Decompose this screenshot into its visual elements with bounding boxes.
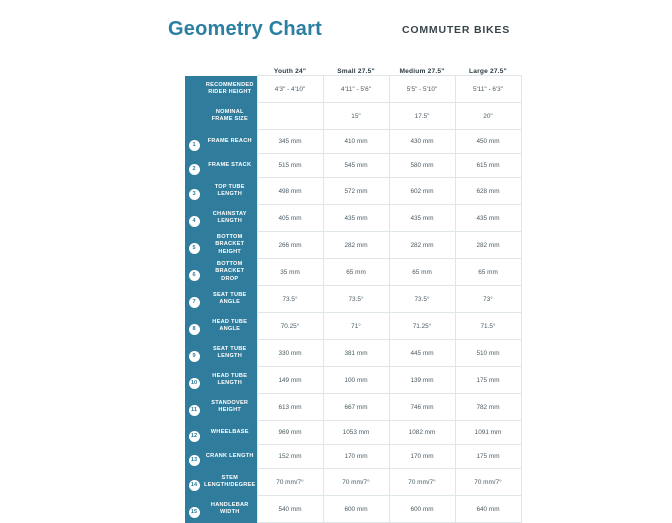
row-number-cell — [185, 286, 203, 313]
row-number-cell — [185, 340, 203, 367]
table-cell: 170 mm — [389, 445, 455, 469]
table-cell: 73.5° — [389, 286, 455, 313]
table-cell: 65 mm — [389, 259, 455, 286]
header-label-blank — [203, 57, 257, 76]
table-cell: 969 mm — [257, 421, 323, 445]
table-cell: 17.5" — [389, 103, 455, 130]
row-number-badge: 6 — [189, 270, 200, 281]
row-number-cell — [185, 205, 203, 232]
table-row — [185, 421, 521, 445]
table-row — [185, 469, 521, 496]
table-row — [185, 259, 521, 286]
table-cell: 65 mm — [455, 259, 521, 286]
row-label-cell: FRAME STACK — [203, 154, 257, 178]
table-cell: 1091 mm — [455, 421, 521, 445]
row-number-badge: 1 — [189, 140, 200, 151]
row-label-cell: CHAINSTAY LENGTH — [203, 205, 257, 232]
row-number-badge: 8 — [189, 324, 200, 335]
table-row — [185, 394, 521, 421]
table-row — [185, 445, 521, 469]
row-number-badge: 11 — [189, 405, 200, 416]
table-cell: 65 mm — [323, 259, 389, 286]
table-cell: 71.25° — [389, 313, 455, 340]
row-number-badge: 15 — [189, 507, 200, 518]
table-row — [185, 340, 521, 367]
row-number-badge: 3 — [189, 189, 200, 200]
row-label-cell: TOP TUBE LENGTH — [203, 178, 257, 205]
table-cell: 71.5° — [455, 313, 521, 340]
table-cell: 345 mm — [257, 130, 323, 154]
table-cell: 282 mm — [323, 232, 389, 259]
table-cell: 70 mm/7° — [257, 469, 323, 496]
row-number-badge: 4 — [189, 216, 200, 227]
row-number-badge: 14 — [189, 480, 200, 491]
row-label-cell: STEM LENGTH/DEGREE — [203, 469, 257, 496]
table-cell: 381 mm — [323, 340, 389, 367]
table-cell: 410 mm — [323, 130, 389, 154]
table-cell: 71° — [323, 313, 389, 340]
table-cell: 73° — [455, 286, 521, 313]
table-cell: 667 mm — [323, 394, 389, 421]
table-cell: 600 mm — [389, 496, 455, 523]
table-cell: 282 mm — [455, 232, 521, 259]
table-row — [185, 154, 521, 178]
row-label-cell: HEAD TUBE ANGLE — [203, 313, 257, 340]
table-cell — [257, 103, 323, 130]
geometry-table-wrapper — [185, 57, 521, 523]
table-cell: 149 mm — [257, 367, 323, 394]
row-label-cell: FRAME REACH — [203, 130, 257, 154]
table-cell: 73.5° — [323, 286, 389, 313]
row-number-cell — [185, 130, 203, 154]
row-number-cell — [185, 445, 203, 469]
column-header-youth-24: Youth 24" — [273, 68, 307, 75]
row-number-cell — [185, 313, 203, 340]
row-label-cell: HANDLEBAR WIDTH — [203, 496, 257, 523]
table-row — [185, 496, 521, 523]
row-number-badge: 13 — [189, 455, 200, 466]
table-cell: 70 mm/7° — [323, 469, 389, 496]
page-title: Geometry Chart — [168, 18, 322, 40]
table-cell: 540 mm — [257, 496, 323, 523]
table-cell: 640 mm — [455, 496, 521, 523]
table-cell: 175 mm — [455, 445, 521, 469]
row-number-cell — [185, 367, 203, 394]
row-number-cell — [185, 76, 203, 103]
table-cell: 70 mm/7° — [389, 469, 455, 496]
table-cell: 572 mm — [323, 178, 389, 205]
table-cell: 4'11" - 5'6" — [323, 76, 389, 103]
row-label-cell: BOTTOM BRACKET DROP — [203, 259, 257, 286]
row-label-cell: CRANK LENGTH — [203, 445, 257, 469]
page-subtitle: COMMUTER BIKES — [402, 24, 511, 36]
table-cell: 435 mm — [389, 205, 455, 232]
table-cell: 430 mm — [389, 130, 455, 154]
row-number-cell — [185, 103, 203, 130]
table-cell: 15" — [323, 103, 389, 130]
table-cell: 435 mm — [455, 205, 521, 232]
row-number-cell — [185, 394, 203, 421]
table-cell: 20" — [455, 103, 521, 130]
row-label-cell: SEAT TUBE ANGLE — [203, 286, 257, 313]
row-number-badge: 9 — [189, 351, 200, 362]
table-cell: 450 mm — [455, 130, 521, 154]
header-number-blank — [185, 57, 203, 76]
table-cell: 498 mm — [257, 178, 323, 205]
table-cell: 70 mm/7° — [455, 469, 521, 496]
table-cell: 602 mm — [389, 178, 455, 205]
table-row — [185, 286, 521, 313]
table-body — [185, 76, 521, 523]
table-cell: 70.25° — [257, 313, 323, 340]
row-number-badge: 5 — [189, 243, 200, 254]
table-cell: 515 mm — [257, 154, 323, 178]
row-number-cell — [185, 421, 203, 445]
table-cell: 615 mm — [455, 154, 521, 178]
column-header-medium-275: Medium 27.5" — [399, 68, 445, 75]
table-row — [185, 313, 521, 340]
table-cell: 613 mm — [257, 394, 323, 421]
table-cell: 330 mm — [257, 340, 323, 367]
row-number-badge: 2 — [189, 164, 200, 175]
row-number-cell — [185, 232, 203, 259]
row-label-cell: BOTTOM BRACKET HEIGHT — [203, 232, 257, 259]
row-number-cell — [185, 469, 203, 496]
row-label-cell: RECOMMENDED RIDER HEIGHT — [203, 76, 257, 103]
table-cell: 266 mm — [257, 232, 323, 259]
row-number-cell — [185, 154, 203, 178]
row-label-cell: STANDOVER HEIGHT — [203, 394, 257, 421]
table-cell: 580 mm — [389, 154, 455, 178]
table-cell: 152 mm — [257, 445, 323, 469]
table-cell: 600 mm — [323, 496, 389, 523]
table-cell: 73.5° — [257, 286, 323, 313]
table-row — [185, 130, 521, 154]
table-cell: 782 mm — [455, 394, 521, 421]
table-cell: 4'3" - 4'10" — [257, 76, 323, 103]
table-cell: 445 mm — [389, 340, 455, 367]
row-number-badge: 7 — [189, 297, 200, 308]
table-cell: 35 mm — [257, 259, 323, 286]
table-cell: 510 mm — [455, 340, 521, 367]
row-label-cell: WHEELBASE — [203, 421, 257, 445]
row-label-cell: HEAD TUBE LENGTH — [203, 367, 257, 394]
table-row — [185, 76, 521, 103]
table-row — [185, 103, 521, 130]
table-cell: 100 mm — [323, 367, 389, 394]
row-number-cell — [185, 259, 203, 286]
table-row — [185, 367, 521, 394]
table-cell: 139 mm — [389, 367, 455, 394]
table-cell: 435 mm — [323, 205, 389, 232]
page-header — [0, 18, 672, 52]
table-cell: 282 mm — [389, 232, 455, 259]
table-cell: 5'11" - 6'3" — [455, 76, 521, 103]
table-cell: 405 mm — [257, 205, 323, 232]
table-row — [185, 205, 521, 232]
table-cell: 175 mm — [455, 367, 521, 394]
geometry-table — [185, 57, 522, 523]
table-cell: 746 mm — [389, 394, 455, 421]
table-row — [185, 232, 521, 259]
row-number-badge: 12 — [189, 431, 200, 442]
table-cell: 5'5" - 5'10" — [389, 76, 455, 103]
table-cell: 170 mm — [323, 445, 389, 469]
table-cell: 545 mm — [323, 154, 389, 178]
table-cell: 1053 mm — [323, 421, 389, 445]
table-row — [185, 178, 521, 205]
column-header-large-275: Large 27.5" — [469, 68, 507, 75]
row-label-cell: SEAT TUBE LENGTH — [203, 340, 257, 367]
table-cell: 1082 mm — [389, 421, 455, 445]
table-cell: 628 mm — [455, 178, 521, 205]
row-number-cell — [185, 178, 203, 205]
row-number-cell — [185, 496, 203, 523]
row-number-badge: 10 — [189, 378, 200, 389]
row-label-cell: NOMINAL FRAME SIZE — [203, 103, 257, 130]
column-header-small-275: Small 27.5" — [337, 68, 375, 75]
table-header-row — [185, 57, 521, 76]
